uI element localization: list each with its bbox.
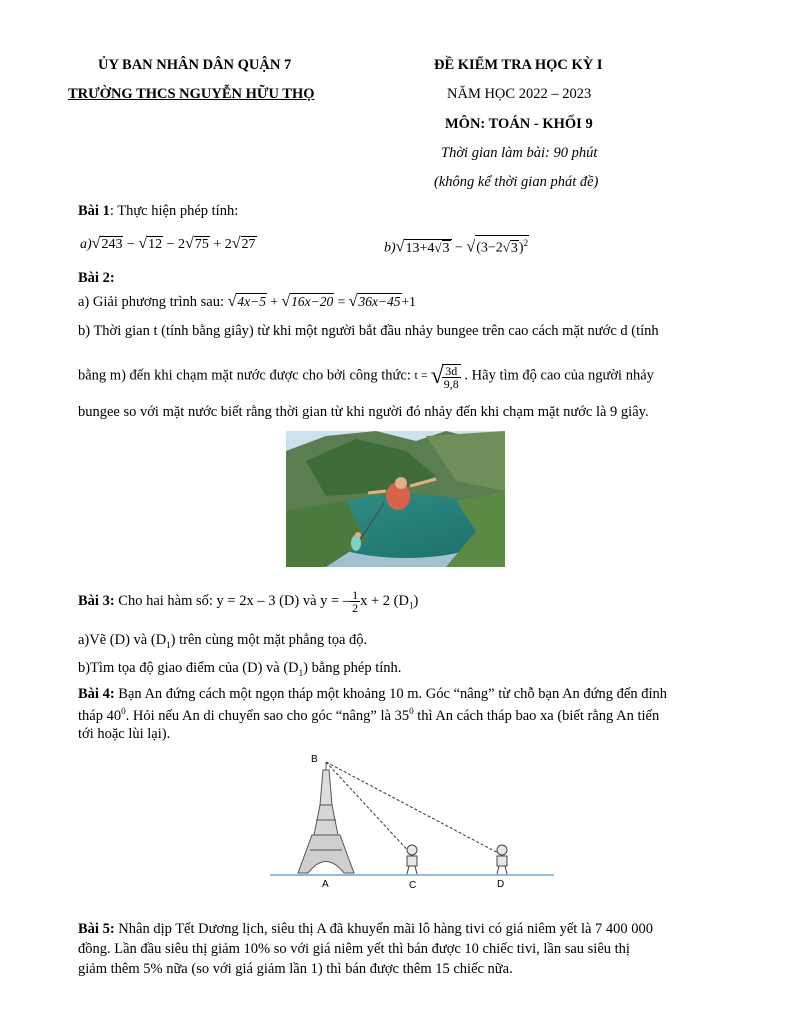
bai3-frac-den: 2 — [352, 601, 359, 615]
bai1-expr-a: a)√243 − √12 − 2√75 + 2√27 — [80, 235, 256, 252]
label-c: C — [409, 880, 417, 891]
bai1-b-r3: 3 — [442, 240, 450, 256]
bai1-a-r12: 12 — [148, 237, 163, 252]
exam-title: ĐỀ KIỂM TRA HỌC KỲ I — [434, 57, 603, 73]
bai1-b-r2: $(3-2√3)^2$ — [475, 235, 529, 256]
bai4-sup1: 0 — [121, 706, 126, 716]
label-d: D — [497, 879, 505, 890]
bai4-line2-b: . Hỏi nếu An di chuyển sao cho góc “nâng” là 35 — [125, 707, 410, 724]
bungee-photo-svg — [286, 431, 505, 567]
bai5-line3: giảm thêm 5% nữa (so với giá giảm lần 1) thì bán được thêm 15 chiếc nữa. — [78, 961, 513, 977]
bai4-line1-text: Bạn An đứng cách một ngọn tháp một khoảng 10 m. Góc “nâng” từ chỗ bạn An đứng đến đỉnh — [118, 686, 667, 702]
bai2-a-r2: 16x−20 — [291, 294, 334, 309]
bai1-a-r75: 75 — [194, 237, 209, 252]
bai3-b-end: ) bằng phép tính. — [303, 660, 402, 676]
time-limit: Thời gian làm bài: 90 phút — [441, 145, 598, 161]
bai1-heading — [78, 203, 238, 220]
bungee-photo — [286, 431, 505, 567]
bai3-frac-num: 1 — [352, 588, 359, 602]
label-b: B — [311, 754, 318, 765]
eiffel-tower-icon — [298, 762, 354, 873]
formula-den: 9,8 — [443, 376, 459, 391]
subject-grade: MÔN: TOÁN - KHỐI 9 — [445, 116, 593, 132]
bai1-a-r27: 27 — [241, 237, 256, 252]
bai2-b-line1: b) Thời gian t (tính bằng giây) từ khi một người bắt đầu nhảy bungee trên cao cách mặt nước d (tính — [78, 323, 659, 339]
bai4-line1 — [78, 686, 667, 703]
bai1-text: : Thực hiện phép tính: — [109, 203, 239, 219]
bai3-b-sub: 1 — [298, 667, 304, 678]
bai2-b-line3: bungee so với mặt nước biết rằng thời gian từ khi người đó nhảy đến khi chạm mặt nước là 9 giây. — [78, 404, 649, 420]
formula-num: 3d — [442, 365, 461, 378]
sightline-d — [326, 762, 502, 855]
bai3-a-text: a)Vẽ (D) và (D — [78, 632, 167, 648]
bai2-b-line2-end: . Hãy tìm độ cao của người nhảy — [464, 367, 654, 384]
bai1-b-r3b: 3 — [510, 240, 518, 256]
bai5-label: Bài 5: — [78, 921, 115, 937]
bai1-a-r243: 243 — [101, 237, 123, 252]
bai4-label: Bài 4: — [78, 686, 115, 702]
district-committee: ỦY BAN NHÂN DÂN QUẬN 7 — [98, 57, 292, 73]
bai2-b-line2 — [78, 363, 654, 390]
person-d-icon — [497, 845, 507, 874]
tower-diagram-svg — [266, 750, 558, 895]
school-name: TRƯỜNG THCS NGUYỄN HỮU THỌ — [68, 86, 315, 102]
tower-diagram — [266, 750, 558, 895]
bai4-line2 — [78, 706, 659, 725]
bai4-line3: tới hoặc lùi lại). — [78, 726, 171, 742]
bai1-a-coef1: 2 — [178, 237, 186, 252]
bai1-b-exp: 2 — [523, 238, 529, 248]
bai3-text1: Cho hai hàm số: y = 2x – 3 (D) và y = – — [118, 592, 351, 609]
bai3-a-sub: 1 — [166, 639, 171, 650]
bai1-b-sq-inner: (3−2 — [476, 240, 503, 256]
bai1-expr-b: $b)√13+4√3 - √(3-2√3)^2$ — [384, 235, 529, 257]
bai3-b-text: b)Tìm tọa độ giao điểm của (D) và (D — [78, 660, 299, 676]
bai3-heading — [78, 589, 418, 614]
formula-t: t = — [414, 368, 428, 383]
bai5-line2: đồng. Lần đầu siêu thị giảm 10% so với giá niêm yết thì bán được 10 chiếc tivi, lần sau siêu thị — [78, 941, 630, 957]
bai3-a — [78, 632, 367, 650]
bai3-sub1: 1 — [408, 600, 414, 611]
bai3-b — [78, 660, 401, 678]
bai2-b-line2-start: bằng m) đến khi chạm mặt nước được cho bởi công thức: — [78, 367, 411, 384]
bai1-b-prefix: b) — [384, 240, 396, 256]
bai3-a-end: ) trên cùng một mặt phẳng tọa độ. — [170, 632, 368, 648]
bai1-b-r1: 13+4√3 — [405, 239, 450, 256]
bai4-line2-a: tháp 40 — [78, 707, 122, 724]
bai5-line1 — [78, 921, 653, 938]
time-note: (không kể thời gian phát đề) — [434, 174, 599, 190]
bai1-a-coef2: 2 — [224, 237, 232, 252]
bai2-a-r1: 4x−5 — [237, 294, 267, 309]
school-year: NĂM HỌC 2022 – 2023 — [447, 86, 592, 102]
bai1-label: Bài 1 — [78, 203, 110, 219]
bai1-a-prefix: a) — [80, 237, 92, 252]
bai2-a-text: a) Giải phương trình sau: — [78, 294, 224, 310]
label-a: A — [322, 879, 329, 890]
person-c-icon — [407, 845, 417, 874]
bai4-line2-c: thì An cách tháp bao xa (biết rằng An tiến — [417, 707, 660, 724]
bai3-text3: ) — [413, 592, 419, 609]
bai3-text2: x + 2 (D — [360, 592, 409, 609]
bai4-sup2: 0 — [409, 706, 414, 716]
bai2-a-r3: 36x−45 — [358, 294, 401, 309]
bai2-label: Bài 2: — [78, 270, 115, 286]
bai3-label: Bài 3: — [78, 592, 115, 609]
bai5-line1-text: Nhân dịp Tết Dương lịch, siêu thị A đã khuyến mãi lô hàng tivi có giá niêm yết là 7 400 000 — [118, 921, 654, 937]
bai1-b-sq-close: ) — [518, 240, 524, 256]
bai1-b-inner: 13+4 — [405, 240, 435, 256]
bai2-formula: t = √ $\frac{3d}{9,8}$ — [414, 363, 459, 391]
bai2-a-plus1: +1 — [401, 294, 416, 309]
bai2-a: a) Giải phương trình sau: √4x−5 + √16x−20 = √36x−45+1 — [78, 293, 416, 310]
